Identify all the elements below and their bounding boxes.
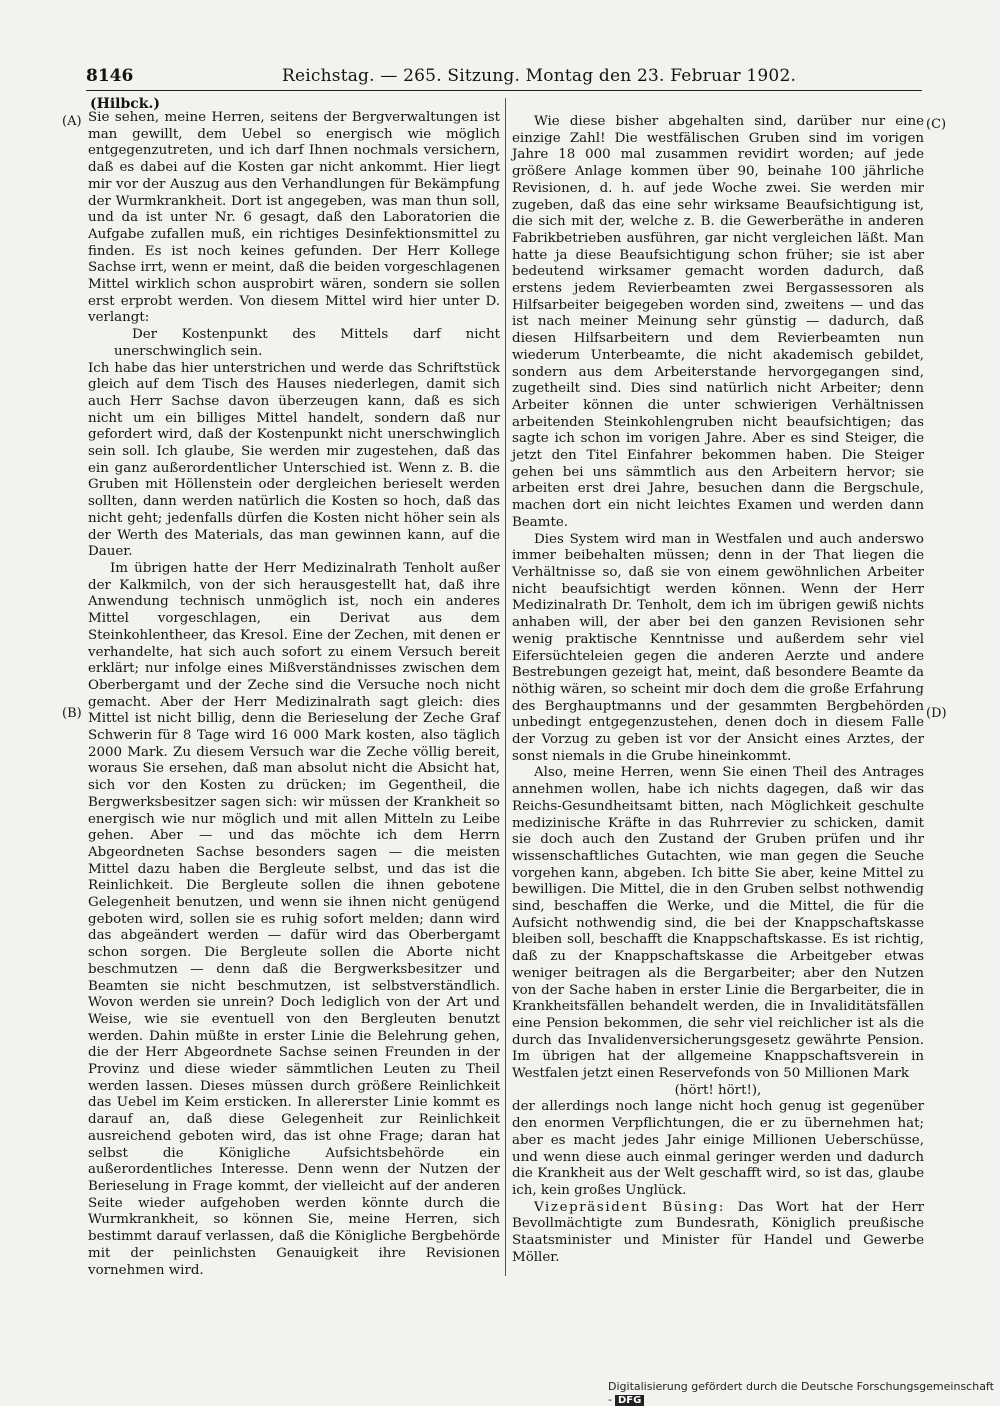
dfg-logo: DFG — [615, 1395, 644, 1406]
speaker-tag: (Hilbck.) — [90, 96, 160, 112]
paragraph: Dies System wird man in Westfalen und auch anderswo immer beibehalten müssen; denn in der That liegen die Verhältnisse so, daß sie von einem gewöhnlichen Arbeiter nicht beaufsichtigt werden können. Wenn der Herr Medizinalrath Dr. Tenholt, dem ich im übrigen gewiß nichts anhaben will, der aber bei den ganzen Revisionen sehr wenig praktische Kenntnisse und außerdem sehr viel Eifersüchteleien gegen die anderen Aerzte und andere Bestrebungen gezeigt hat, meint, daß besondere Beamte da nöthig wären, so scheint mir doch dem die große Erfahrung des Berghauptmanns und der gesammten Bergbehörden unbedingt entgegenzustehen, denen doch in diesem Falle der Vorzug zu geben ist vor der Ansicht eines Arztes, der sonst niemals in die Grube hineinkommt. — [512, 531, 924, 764]
paragraph: Also, meine Herren, wenn Sie einen Theil des Antrages annehmen wollen, habe ich nichts dagegen, daß wir das Reichs-Gesundheitsamt bitten, nach Möglichkeit geschulte medizinische Kräfte in das Ruhrrevier zu schicken, damit sie doch auch den Zustand der Gruben prüfen und ihr wissenschaftliches Gutachten, wie man gegen die Seuche vorgehen kann, abgeben. Ich bitte Sie aber, keine Mittel zu bewilligen. Die Mittel, die in den Gruben selbst nothwendig sind, beschaffen die Werke, und die Mittel, die für die Aufsicht nothwendig sind, die bei der Knappschaftskasse bleiben soll, beschafft die Knappschaftskasse. Es ist richtig, daß zu der Knappschaftskasse die Arbeitgeber etwas weniger beitragen als die Bergarbeiter; aber den Nutzen von der Sache haben in erster Linie die Bergarbeiter, die in Krankheitsfällen behandelt werden, die in Invaliditätsfällen eine Pension bekommen, die sehr viel reichlicher ist als die durch das Invalidenversicherungsgesetz gewährte Pension. Im übrigen hat der allgemeine Knappschaftsverein in Westfalen jetzt einen Reservefonds von 50 Millionen Mark — [512, 765, 924, 1082]
interjection: (hört! hört!), — [674, 1082, 762, 1098]
paragraph: der allerdings noch lange nicht hoch genug ist gegenüber den enormen Verpflichtungen, die er zu übernehmen hat; aber es macht jedes Jahr einige Millionen Ueberschüsse, und wenn diese auch einmal geringer werden und dadurch die Krankheit aus der Welt geschafft wird, so ist das, glaube ich, kein großes Unglück. — [512, 1099, 924, 1198]
margin-mark-d: (D) — [926, 706, 947, 721]
margin-mark-a: (A) — [62, 114, 82, 129]
digitization-footer — [608, 1380, 1000, 1406]
paragraph: Im übrigen hatte der Herr Medizinalrath Tenholt außer der Kalkmilch, von der sich herausgestellt hat, daß ihre Anwendung technisch unmöglich ist, noch ein anderes Mittel vorgeschlagen, ein Derivat aus dem Steinkohlentheer, das Kresol. Eine der Zechen, mit denen er verhandelte, hat sich auch sofort zu einem Versuch bereit erklärt; nur infolge eines Mißverständnisses zwischen dem Oberbergamt und der Zeche sind die Versuche noch nicht gemacht. Aber der Herr Medizinalrath sagt gleich: dies Mittel ist nicht billig, denn die Berieselung der Zeche Graf Schwerin für 8 Tage wird 16 000 Mark kosten, also täglich 2000 Mark. Zu diesem Versuch war die Zeche völlig bereit, woraus Sie ersehen, daß man absolut nicht die Absicht hat, sich vor den Kosten zu drücken; im Gegentheil, die Bergwerksbesitzer sagen sich: wir müssen der Krankheit so energisch wie nur möglich und mit allen Mitteln zu Leibe gehen. Aber — und das möchte ich dem Herrn Abgeordneten Sachse besonders sagen — die meisten Mittel dazu haben die Bergleute selbst, und das ist die Reinlichkeit. Die Bergleute sollen die ihnen gebotene Gelegenheit benutzen, und wenn sie ihnen nicht genügend geboten wird, sollen sie es ruhig sofort melden; dann wird das abgeändert werden — dafür wird das Oberbergamt schon sorgen. Die Bergleute sollen die Aborte nicht beschmutzen — denn daß die Bergwerksbesitzer und Beamten sie nicht beschmutzen, ist selbstverständlich. Wovon werden sie unrein? Doch lediglich von der Art und Weise, wie sie eventuell von den Bergleuten benutzt werden. Dahin müßte in erster Linie die Belehrung gehen, die der Herr Abgeordnete Sachse seinen Freunden in der Provinz und diese wieder sämmtlichen Leuten zu Theil werden lassen. Dieses müssen durch größere Reinlichkeit das Uebel im Keim ersticken. In allererster Linie kommt es darauf an, daß diese Gelegenheit zur Reinlichkeit ausreichend geboten wird, das ist ohne Frage; daran hat selbst die Königliche Aufsichtsbehörde ein außerordentliches Interesse. Denn wenn der Nutzen der Berieselung in Frage kommt, der vielleicht auf der anderen Seite wieder aufgehoben werden könnte durch die Wurmkrankheit, so können Sie, meine Herren, sich bestimmt darauf verlassen, daß die Königliche Bergbehörde mit der peinlichsten Genauigkeit ihre Revisionen vornehmen wird. — [88, 560, 500, 1278]
speaker-name: Vizepräsident Büsing: — [534, 1199, 725, 1215]
speaker-text: Das Wort hat der Herr Bevollmächtigte zum Bundesrath, Königlich preußische Staatsminister und Minister für Handel und Gewerbe Möller. — [512, 1199, 924, 1265]
column-divider — [505, 98, 506, 1276]
header-title: Reichstag. — 265. Sitzung. Montag den 23. Februar 1902. — [282, 66, 797, 86]
page-number: 8146 — [86, 66, 134, 86]
right-column — [512, 114, 924, 1267]
margin-mark-b: (B) — [62, 706, 82, 721]
paragraph: Ich habe das hier unterstrichen und werde das Schriftstück gleich auf dem Tisch des Hauses niederlegen, damit sich auch Herr Sachse davon überzeugen kann, daß es sich nicht um ein billiges Mittel handelt, sondern daß nur gefordert wird, daß der Kostenpunkt nicht unerschwinglich sein soll. Ich glaube, Sie werden mir zugestehen, daß das ein ganz außerordentlicher Unterschied ist. Wenn z. B. die Gruben mit Höllenstein oder dergleichen berieselt werden sollten, dann werden natürlich die Kosten so hoch, daß das nicht geht; jedenfalls dürfen die Kosten nicht höher sein als der Werth des Materials, das man gewinnen kann, auf die Dauer. — [88, 360, 500, 560]
paragraph: Sie sehen, meine Herren, seitens der Bergverwaltungen ist man gewillt, dem Uebel so energisch wie möglich entgegenzutreten, und ich darf Ihnen nochmals versichern, daß es dabei auf die Kosten gar nicht ankommt. Hier liegt mir vor der Auszug aus den Verhandlungen für Bekämpfung der Wurmkrankheit. Dort ist angegeben, was man thun soll, und da ist unter Nr. 6 gesagt, daß den Laboratorien die Aufgabe zufallen muß, ein richtiges Desinfektionsmittel zu finden. Es ist noch keines gefunden. Der Herr Kollege Sachse irrt, wenn er meint, daß die beiden vorgeschlagenen Mittel wirklich schon ausprobirt wären, sondern sie sollen erst erprobt werden. Von diesem Mittel wird hier unter D. verlangt: — [88, 110, 500, 326]
paragraph: Wie diese bisher abgehalten sind, darüber nur eine einzige Zahl! Die westfälischen Gruben sind im vorigen Jahre 18 000 mal zusammen revidirt worden; auf jede größere Anlage kommen über 90, beinahe 100 jährliche Revisionen, d. h. auf jede Woche zwei. Sie werden mir zugeben, daß das eine sehr wirksame Beaufsichtigung ist, die sich mit der, welche z. B. die Gewerberäthe in anderen Fabrikbetrieben ausführen, gar nicht vergleichen läßt. Man hatte ja diese Beaufsichtigung schon früher; sie ist aber bedeutend wirksamer gemacht worden dadurch, daß erstens jedem Revierbeamten zwei Bergassessoren als Hilfsarbeiter beigegeben worden sind, zweitens — und das ist nach meiner Meinung sehr günstig — dadurch, daß diesen Hilfsarbeitern und dem Revierbeamten nun wiederum Unterbeamte, die nicht akademisch gebildet, sondern aus dem Arbeiterstande hervorgegangen sind, zugetheilt sind. Dies sind natürlich nicht Arbeiter; denn Arbeiter können die unter schwierigen Verhältnissen arbeitenden Steinkohlengruben nicht beaufsichtigen; das sagte ich schon im vorigen Jahre. Aber es sind Steiger, die jetzt den Titel Einfahrer bekommen haben. Die Steiger gehen bei uns sämmtlich aus den Arbeitern hervor; sie arbeiten erst drei Jahre, besuchen dann die Bergschule, machen dort ein nicht leichtes Examen und werden dann Beamte. — [512, 114, 924, 530]
left-column — [88, 110, 500, 1279]
paragraph — [512, 1200, 924, 1267]
running-header — [86, 66, 922, 91]
quotation: Der Kostenpunkt des Mittels darf nicht unerschwinglich sein. — [114, 327, 500, 359]
margin-mark-c: (C) — [926, 117, 947, 132]
footer-text: Digitalisierung gefördert durch die Deutsche Forschungsgemeinschaft - — [608, 1380, 994, 1406]
